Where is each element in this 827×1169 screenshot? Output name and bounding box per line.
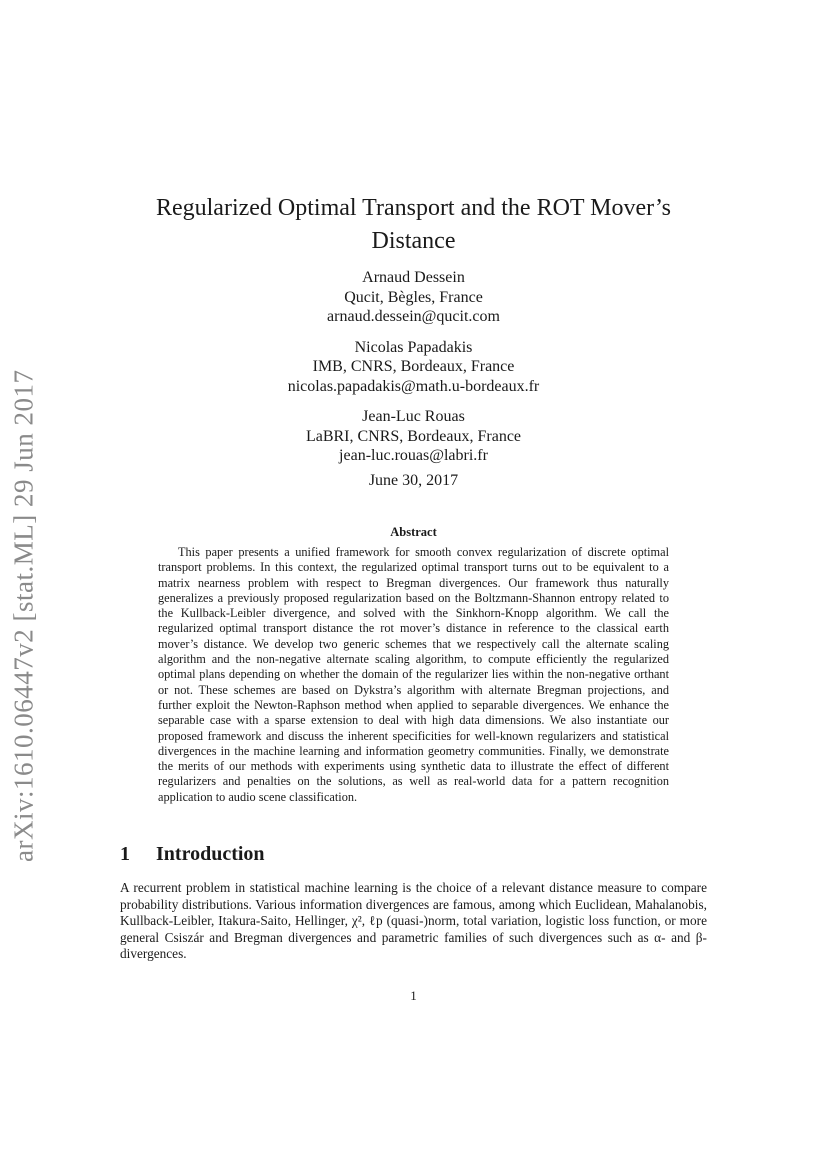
author-email: nicolas.papadakis@math.u-bordeaux.fr	[287, 377, 540, 395]
author-block	[120, 407, 707, 466]
author-email: jean-luc.rouas@labri.fr	[339, 447, 488, 464]
arxiv-side-stamp: arXiv:1610.06447v2 [stat.ML] 29 Jun 2017	[8, 369, 39, 862]
page-number: 1	[410, 988, 417, 1003]
author-block	[120, 268, 707, 327]
author-affiliation: Qucit, Bègles, France	[344, 288, 483, 306]
author-affiliation: IMB, CNRS, Bordeaux, France	[312, 358, 515, 375]
author-block	[120, 338, 707, 397]
author-list	[120, 268, 707, 477]
section-title: Introduction	[156, 843, 265, 865]
author-email: arnaud.dessein@qucit.com	[327, 308, 500, 325]
section-body-text: A recurrent problem in statistical machine learning is the choice of a relevant distance measure to compare probability distributions. Various information divergences are famous, among which Euclidean, Mahalanobis, Kullback-Leibler, Itakura-Saito, Hellinger, χ², ℓp (quasi-)norm, total variation, logistic loss function, or more general Csiszár and Bregman divergences and parametric families of such divergences such as α- and β-divergences.	[120, 880, 707, 962]
author-name: Nicolas Papadakis	[354, 338, 473, 356]
abstract-heading: Abstract	[390, 525, 437, 539]
author-name: Jean-Luc Rouas	[362, 408, 465, 425]
section-number: 1	[120, 843, 130, 865]
section-heading	[120, 843, 265, 866]
author-name: Arnaud Dessein	[362, 269, 465, 286]
abstract-text: This paper presents a unified framework for smooth convex regularization of discrete optimal transport problems. In this context, the regularized optimal transport turns out to be equivalent to a matrix nearness problem with respect to Bregman divergences. Our framework thus naturally generalizes a previously proposed regularization based on the Boltzmann-Shannon entropy related to the Kullback-Leibler divergence, and solved with the Sinkhorn-Knopp algorithm. We call the regularized optimal transport distance the rot mover’s distance in reference to the classical earth mover’s distance. We develop two generic schemes that we respectively call the alternate scaling algorithm and the non-negative alternate scaling algorithm, to compute efficiently the regularized optimal plans depending on whether the domain of the regularizer lies within the non-negative orthant or not. These schemes are based on Dykstra’s algorithm with alternate Bregman projections, and further exploit the Newton-Raphson method when applied to separable divergences. We enhance the separable case with a sparse extension to deal with high data dimensions. We also instantiate our proposed framework and discuss the inherent specificities for well-known regularizers and statistical divergences in the machine learning and information geometry communities. Finally, we demonstrate the merits of our methods with experiments using synthetic data to illustrate the effect of different regularizers and penalties on the solutions, as well as real-world data for a pattern recognition application to audio scene classification.	[158, 545, 669, 804]
paper-title: Regularized Optimal Transport and the ROT Mover’s Distance	[155, 195, 672, 254]
author-affiliation: LaBRI, CNRS, Bordeaux, France	[305, 427, 522, 445]
paper-date: June 30, 2017	[368, 472, 459, 489]
